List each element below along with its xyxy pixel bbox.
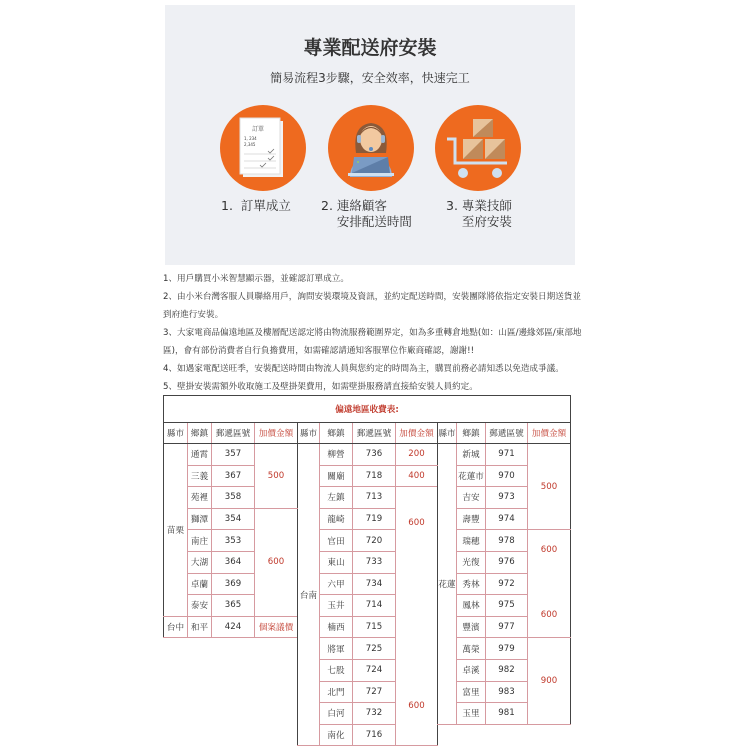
fee-table-title: 偏遠地區收費表: xyxy=(164,396,571,423)
postal-code-cell: 719 xyxy=(353,508,396,530)
surcharge-cell: 500 xyxy=(255,444,298,509)
township-cell: 南化 xyxy=(320,724,353,746)
delivery-cart-icon xyxy=(435,105,521,191)
township-cell: 壽豐 xyxy=(457,508,486,530)
township-cell: 北門 xyxy=(320,681,353,703)
postal-code-cell: 725 xyxy=(353,638,396,660)
table-row xyxy=(164,573,571,595)
table-row xyxy=(164,551,571,573)
township-cell: 花蓮市 xyxy=(457,465,486,487)
postal-code-cell: 353 xyxy=(212,530,255,552)
township-cell: 瑞穗 xyxy=(457,530,486,552)
table-row xyxy=(164,616,571,638)
township-cell: 光復 xyxy=(457,551,486,573)
postal-code-cell: 973 xyxy=(486,487,528,509)
column-header: 郵遞區號 xyxy=(486,423,528,444)
column-header: 縣市 xyxy=(298,423,320,444)
township-cell: 通霄 xyxy=(188,444,212,466)
township-cell: 鳳林 xyxy=(457,595,486,617)
table-row xyxy=(164,638,571,660)
table-row xyxy=(164,595,571,617)
remote-area-fee-table xyxy=(163,395,571,746)
column-header: 加價金額 xyxy=(528,423,571,444)
note-3: 3、大家電商品偏遠地區及樓層配送認定將由物流服務範圍界定，如為多重轉倉地點(如：山區/邊緣郊區/東部地區)，會有部份消費者自行負擔費用，如需確認請通知客服單位作廠商確認，謝謝!! xyxy=(163,328,582,356)
postal-code-cell: 715 xyxy=(353,616,396,638)
customer-service-agent-icon xyxy=(328,105,414,191)
postal-code-cell: 972 xyxy=(486,573,528,595)
table-row xyxy=(164,530,571,552)
svg-text:2,345: 2,345 xyxy=(244,142,256,147)
postal-code-cell: 974 xyxy=(486,508,528,530)
township-cell: 泰安 xyxy=(188,595,212,617)
postal-code-cell: 970 xyxy=(486,465,528,487)
county-cell: 花蓮 xyxy=(438,444,457,725)
table-row xyxy=(164,487,571,509)
note-4: 4、如遇家電配送旺季，安裝配送時間由物流人員與您約定的時間為主，購買前務必請知悉以免造成爭議。 xyxy=(163,364,564,374)
postal-code-cell: 365 xyxy=(212,595,255,617)
township-cell: 卓溪 xyxy=(457,659,486,681)
township-cell: 吉安 xyxy=(457,487,486,509)
township-cell: 左鎮 xyxy=(320,487,353,509)
postal-code-cell: 979 xyxy=(486,638,528,660)
township-cell: 關廟 xyxy=(320,465,353,487)
note-5: 5、壁掛安裝需額外收取施工及壁掛架費用，如需壁掛服務請直接給安裝人員約定。 xyxy=(163,382,478,392)
postal-code-cell: 975 xyxy=(486,595,528,617)
postal-code-cell: 977 xyxy=(486,616,528,638)
township-cell: 和平 xyxy=(188,616,212,638)
surcharge-cell: 600 xyxy=(255,508,298,616)
step-2-label: 2. 連絡顧客 安排配送時間 xyxy=(321,198,412,229)
surcharge-label: 600 xyxy=(540,545,558,556)
step-3-label: 3. 專業技師 至府安裝 xyxy=(446,198,512,229)
township-cell: 富里 xyxy=(457,681,486,703)
postal-code-cell: 369 xyxy=(212,573,255,595)
postal-code-cell: 978 xyxy=(486,530,528,552)
township-cell: 官田 xyxy=(320,530,353,552)
postal-code-cell: 983 xyxy=(486,681,528,703)
note-1: 1、用戶購買小米智慧顯示器，並確認訂單成立。 xyxy=(163,274,349,284)
postal-code-cell: 976 xyxy=(486,551,528,573)
table-row xyxy=(164,508,571,530)
county-cell: 台中 xyxy=(164,616,188,638)
surcharge-label: 600 xyxy=(408,701,425,712)
postal-code-cell: 736 xyxy=(353,444,396,466)
postal-code-cell: 982 xyxy=(486,659,528,681)
column-header: 縣市 xyxy=(164,423,188,444)
postal-code-cell: 734 xyxy=(353,573,396,595)
township-cell: 苑裡 xyxy=(188,487,212,509)
order-doc-title: 訂單 xyxy=(252,126,265,133)
table-row xyxy=(164,444,571,466)
postal-code-cell: 971 xyxy=(486,444,528,466)
township-cell: 白河 xyxy=(320,703,353,725)
banner-title: 專業配送府安裝 xyxy=(303,37,437,59)
order-document-icon xyxy=(220,105,306,191)
column-header: 郵遞區號 xyxy=(353,423,396,444)
township-cell: 東山 xyxy=(320,551,353,573)
surcharge-label: 600 xyxy=(408,518,425,529)
postal-code-cell: 424 xyxy=(212,616,255,638)
surcharge-cell: 200 xyxy=(396,444,438,466)
postal-code-cell: 364 xyxy=(212,551,255,573)
township-cell: 六甲 xyxy=(320,573,353,595)
township-cell: 萬榮 xyxy=(457,638,486,660)
postal-code-cell: 732 xyxy=(353,703,396,725)
township-cell: 秀林 xyxy=(457,573,486,595)
install-process-banner xyxy=(165,5,575,265)
step-1-label: 1. 訂單成立 xyxy=(221,198,291,213)
township-cell: 獅潭 xyxy=(188,508,212,530)
surcharge-cell: 400 xyxy=(396,465,438,487)
banner-subtitle: 簡易流程3步驟，安全效率，快速完工 xyxy=(270,71,470,85)
postal-code-cell: 981 xyxy=(486,703,528,725)
surcharge-cell: 900 xyxy=(528,638,571,724)
postal-code-cell: 714 xyxy=(353,595,396,617)
surcharge-cell: 個案議價 xyxy=(255,616,298,638)
township-cell: 大湖 xyxy=(188,551,212,573)
note-2: 2、由小米台灣客服人員聯絡用戶，詢問安裝環境及資訊，並約定配送時間，安裝團隊將依指定安裝日期送貨並到府進行安裝。 xyxy=(163,292,581,320)
township-cell: 將軍 xyxy=(320,638,353,660)
township-cell: 新城 xyxy=(457,444,486,466)
install-notes xyxy=(163,270,583,396)
postal-code-cell: 713 xyxy=(353,487,396,509)
township-cell: 七股 xyxy=(320,659,353,681)
column-header: 鄉鎮 xyxy=(320,423,353,444)
surcharge-cell xyxy=(396,487,438,746)
column-header: 郵遞區號 xyxy=(212,423,255,444)
township-cell: 卓蘭 xyxy=(188,573,212,595)
township-cell: 柳營 xyxy=(320,444,353,466)
postal-code-cell: 718 xyxy=(353,465,396,487)
township-cell: 三義 xyxy=(188,465,212,487)
empty-area xyxy=(438,724,571,746)
empty-area xyxy=(164,638,298,746)
postal-code-cell: 357 xyxy=(212,444,255,466)
table-row xyxy=(164,465,571,487)
postal-code-cell: 354 xyxy=(212,508,255,530)
svg-text:1, 234: 1, 234 xyxy=(244,136,257,141)
postal-code-cell: 724 xyxy=(353,659,396,681)
postal-code-cell: 358 xyxy=(212,487,255,509)
surcharge-cell xyxy=(528,530,571,638)
postal-code-cell: 720 xyxy=(353,530,396,552)
county-cell: 台南 xyxy=(298,444,320,746)
postal-code-cell: 727 xyxy=(353,681,396,703)
postal-code-cell: 733 xyxy=(353,551,396,573)
surcharge-cell: 500 xyxy=(528,444,571,530)
township-cell: 楠西 xyxy=(320,616,353,638)
township-cell: 玉井 xyxy=(320,595,353,617)
county-cell: 苗栗 xyxy=(164,444,188,617)
column-header: 加價金額 xyxy=(396,423,438,444)
column-header: 鄉鎮 xyxy=(457,423,486,444)
postal-code-cell: 367 xyxy=(212,465,255,487)
surcharge-label: 600 xyxy=(540,609,558,620)
column-header: 縣市 xyxy=(438,423,457,444)
township-cell: 玉里 xyxy=(457,703,486,725)
township-cell: 南庄 xyxy=(188,530,212,552)
column-header: 鄉鎮 xyxy=(188,423,212,444)
township-cell: 豐濱 xyxy=(457,616,486,638)
column-header: 加價金額 xyxy=(255,423,298,444)
postal-code-cell: 716 xyxy=(353,724,396,746)
township-cell: 龍崎 xyxy=(320,508,353,530)
